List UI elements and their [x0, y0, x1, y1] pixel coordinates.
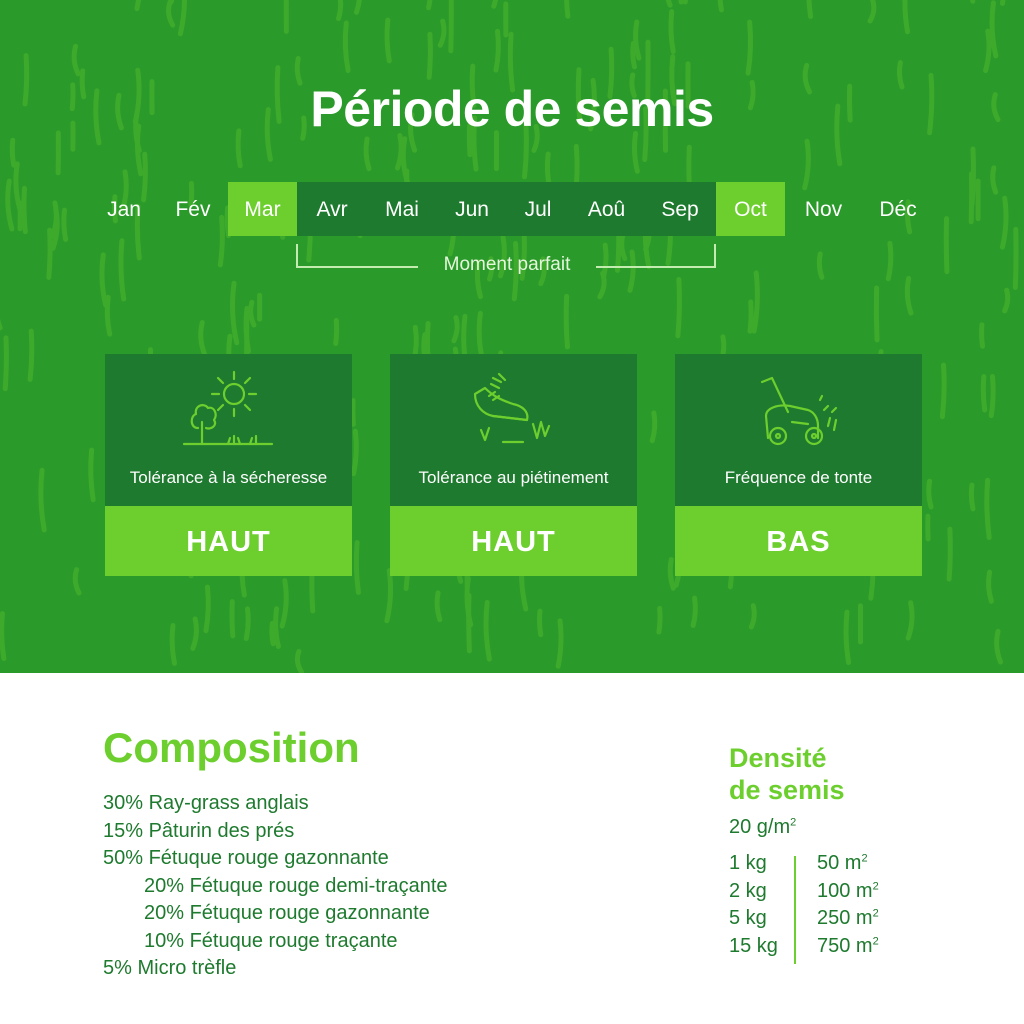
grass-blade	[636, 22, 639, 58]
month-may: Mai	[367, 182, 437, 236]
bracket-line-left	[296, 266, 418, 268]
month-oct: Oct	[716, 182, 785, 236]
grass-blade	[201, 323, 205, 356]
grass-blade	[567, 0, 568, 16]
card-label: Fréquence de tonte	[724, 468, 873, 487]
grass-blade	[41, 470, 44, 530]
grass-blade	[5, 338, 6, 389]
table-row: 1 kg 50 $m^2$	[729, 852, 868, 874]
grass-blade	[539, 611, 540, 635]
list-item-sub: 20% Fétuque rouge demi-traçante	[144, 874, 448, 897]
grass-blade	[336, 320, 337, 343]
grass-blade	[971, 0, 973, 1]
grass-blade	[566, 296, 567, 347]
month-mar: Mar	[228, 182, 297, 236]
grass-blade	[751, 606, 754, 627]
bracket-line-right	[596, 266, 716, 268]
sun-tree-icon	[178, 366, 278, 450]
grass-blade	[929, 481, 931, 507]
grass-blade	[720, 0, 722, 10]
card-label: Tolérance au piétinement	[418, 468, 609, 487]
grass-blade	[397, 136, 401, 168]
grass-blade	[486, 602, 489, 659]
grass-blade	[169, 2, 173, 25]
card-value: HAUT	[105, 506, 352, 576]
month-strip	[0, 182, 1024, 236]
grass-blade	[193, 619, 197, 648]
card-label: Tolérance à la sécheresse	[129, 468, 328, 487]
grass-blade	[496, 31, 498, 70]
grass-blade	[429, 34, 430, 77]
grass-blade	[356, 543, 358, 593]
grass-blade	[246, 609, 248, 639]
grass-blade	[750, 302, 751, 331]
grass-blade	[987, 480, 989, 537]
composition-list	[103, 790, 448, 983]
density-rate: 20 $g/m^2$	[729, 816, 797, 838]
table-row: 15 kg 750 $m^2$	[729, 934, 879, 957]
grass-blade	[137, 0, 140, 9]
grass-blade	[809, 0, 811, 17]
grass-blade	[876, 288, 877, 340]
grass-blade	[91, 450, 93, 500]
grass-blade	[888, 243, 891, 278]
grass-blade	[680, 0, 681, 2]
grass-blade	[2, 614, 4, 659]
list-item: 5% Micro trèfle	[103, 957, 237, 979]
grass-blade	[670, 560, 673, 589]
grass-blade	[667, 0, 670, 5]
sneaker-grass-icon	[463, 366, 563, 450]
grass-blade	[1003, 0, 1004, 3]
grass-blade	[870, 0, 874, 21]
month-feb: Fév	[175, 198, 211, 221]
grass-blade	[908, 603, 912, 638]
grass-blade	[180, 0, 184, 34]
grass-blade	[429, 0, 432, 8]
grass-blade	[748, 22, 750, 73]
month-dec: Déc	[879, 198, 917, 221]
grass-blade	[454, 318, 457, 341]
grass-blade	[1005, 290, 1008, 311]
grass-blade	[819, 254, 822, 277]
grass-blade	[905, 0, 908, 32]
month-jul: Jul	[507, 182, 569, 236]
grass-blade	[232, 602, 233, 636]
page-title: Période de semis	[310, 81, 714, 137]
grass-blade	[403, 139, 407, 183]
month-jan: Jan	[107, 198, 141, 221]
grass-blade	[387, 20, 389, 61]
month-nov: Nov	[804, 198, 843, 221]
grass-blade	[440, 21, 444, 45]
grass-blade	[121, 241, 124, 299]
grass-blade	[671, 12, 673, 52]
grass-blade	[297, 651, 301, 672]
month-sep: Sep	[644, 182, 716, 236]
density-title: Densité de semis	[729, 743, 845, 805]
card-mowing	[675, 354, 922, 576]
grass-blade	[74, 46, 78, 73]
grass-blade	[356, 0, 359, 12]
grass-blade	[949, 529, 950, 579]
list-item: 15% Pâturin des prés	[103, 819, 295, 842]
month-aug: Aoû	[569, 182, 644, 236]
grass-blade	[339, 0, 341, 19]
grass-blade	[992, 3, 996, 56]
grass-blade	[805, 141, 809, 188]
list-item: 50% Fétuque rouge gazonnante	[103, 847, 389, 869]
grass-blade	[206, 587, 208, 631]
grass-blade	[558, 621, 561, 666]
grass-blade	[102, 255, 106, 305]
grass-blade	[387, 571, 391, 621]
grass-blade	[354, 431, 357, 473]
grass-blade	[345, 23, 348, 70]
grass-blade	[685, 0, 686, 2]
list-item-sub: 10% Fétuque rouge traçante	[144, 929, 398, 952]
grass-blade	[171, 0, 175, 2]
month-apr: Avr	[297, 182, 367, 236]
grass-blade	[272, 623, 273, 643]
card-trampling	[390, 354, 637, 576]
grass-blade	[12, 140, 14, 165]
card-drought	[105, 354, 352, 576]
grass-blade	[997, 631, 1001, 662]
grass-blade	[75, 570, 79, 593]
grass-blade	[30, 331, 32, 379]
grass-blade	[172, 625, 174, 663]
grass-blade	[652, 413, 655, 441]
grass-blade	[633, 43, 635, 67]
grass-blade	[678, 279, 680, 335]
composition-title: Composition	[103, 724, 360, 771]
card-value: HAUT	[390, 506, 637, 576]
grass-blade	[989, 572, 992, 601]
density-table	[729, 852, 929, 962]
grass-blade	[846, 612, 849, 662]
grass-blade	[494, 0, 497, 6]
perfect-label: Moment parfait	[443, 254, 571, 275]
grass-blade	[982, 325, 983, 346]
grass-blade	[907, 278, 911, 313]
grass-blade	[276, 609, 279, 647]
list-item: 30% Ray-grass anglais	[103, 792, 309, 814]
lawn-mower-icon	[748, 366, 848, 450]
grass-blade	[754, 273, 757, 331]
grass-blade	[634, 133, 637, 171]
grass-blade	[983, 377, 984, 410]
grass-blade	[366, 139, 369, 169]
table-row: 5 kg 250 $m^2$	[729, 907, 879, 929]
grass-blade	[971, 485, 973, 509]
grass-blade	[251, 302, 254, 325]
grass-blade	[991, 376, 993, 415]
card-value: BAS	[675, 506, 922, 576]
grass-blade	[233, 283, 237, 343]
table-row: 2 kg 100 $m^2$	[729, 879, 879, 902]
grass-blade	[1015, 229, 1016, 287]
grass-blade	[600, 273, 604, 297]
grass-blade	[942, 365, 944, 417]
month-jun: Jun	[437, 182, 507, 236]
list-item-sub: 20% Fétuque rouge gazonnante	[144, 902, 430, 924]
grass-blade	[693, 598, 695, 625]
grass-blade	[437, 593, 440, 620]
grass-blade	[659, 608, 660, 632]
grass-blade	[282, 581, 286, 626]
grass-blade	[986, 31, 989, 70]
